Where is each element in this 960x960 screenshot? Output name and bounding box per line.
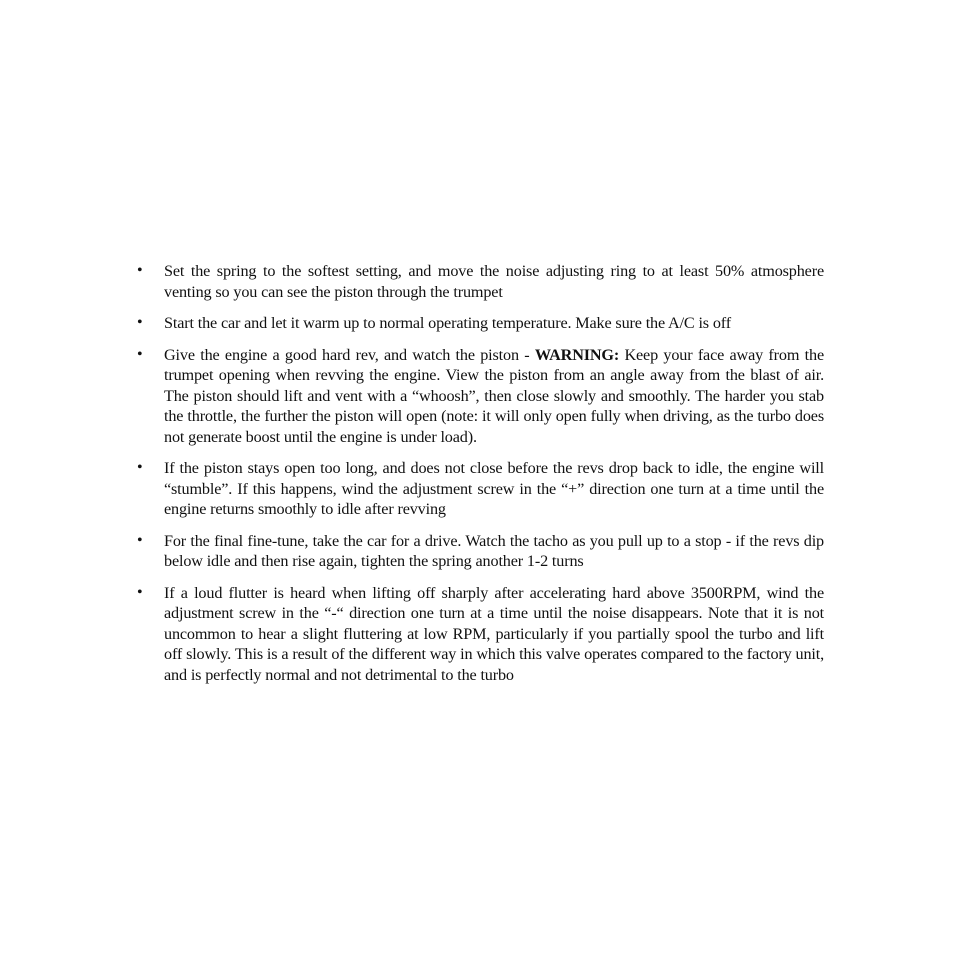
bullet-icon: • xyxy=(137,262,143,279)
warning-label: WARNING: xyxy=(534,345,620,364)
list-item-text: For the final fine-tune, take the car for a drive. Watch the tacho as you pull up to a stop - if the revs dip below idle and then rise again, tighten the spring another 1-2 turns xyxy=(164,531,824,570)
list-item xyxy=(134,583,824,686)
list-item xyxy=(134,531,824,572)
bullet-icon: • xyxy=(137,531,143,549)
list-item-text: If a loud flutter is heard when lifting off sharply after accelerating hard above 3500RPM, wind the adjustment screw in the “-“ direction one turn at a time until the noise disappears. Note that it is not uncommon to hear a slight fluttering at low RPM, particularly if you partially spool the turbo and lift off slowly. This is a result of the different way in which this valve operates compared to the factory unit, and is perfectly normal and not detrimental to the turbo xyxy=(164,583,824,684)
list-item xyxy=(134,261,824,302)
list-item-text: Keep your face away from the trumpet opening when revving the engine. View the piston from an angle away from the blast of air. The piston should lift and vent with a “whoosh”, then close slowly and smoothly. The harder you stab the throttle, the further the piston will open (note: it will only open fully when driving, as the turbo does not generate boost until the engine is under load). xyxy=(164,345,824,446)
bullet-icon: • xyxy=(137,345,143,363)
instruction-list xyxy=(134,261,824,696)
list-item xyxy=(134,313,824,334)
bullet-icon: • xyxy=(137,459,143,476)
bullet-icon: • xyxy=(137,314,143,331)
list-item xyxy=(134,458,824,520)
list-item-text: Start the car and let it warm up to normal operating temperature. Make sure the A/C is off xyxy=(164,314,731,332)
bullet-icon: • xyxy=(137,583,143,601)
list-item-text: Give the engine a good hard rev, and watch the piston - xyxy=(164,345,535,364)
list-item xyxy=(134,345,824,448)
list-item-text: If the piston stays open too long, and does not close before the revs drop back to idle, the engine will “stumble”. If this happens, wind the adjustment screw in the “+” direction one turn at a time until the engine returns smoothly to idle after revving xyxy=(164,459,824,518)
list-item-text: Set the spring to the softest setting, and move the noise adjusting ring to at least 50% atmosphere venting so you can see the piston through the trumpet xyxy=(164,262,824,301)
